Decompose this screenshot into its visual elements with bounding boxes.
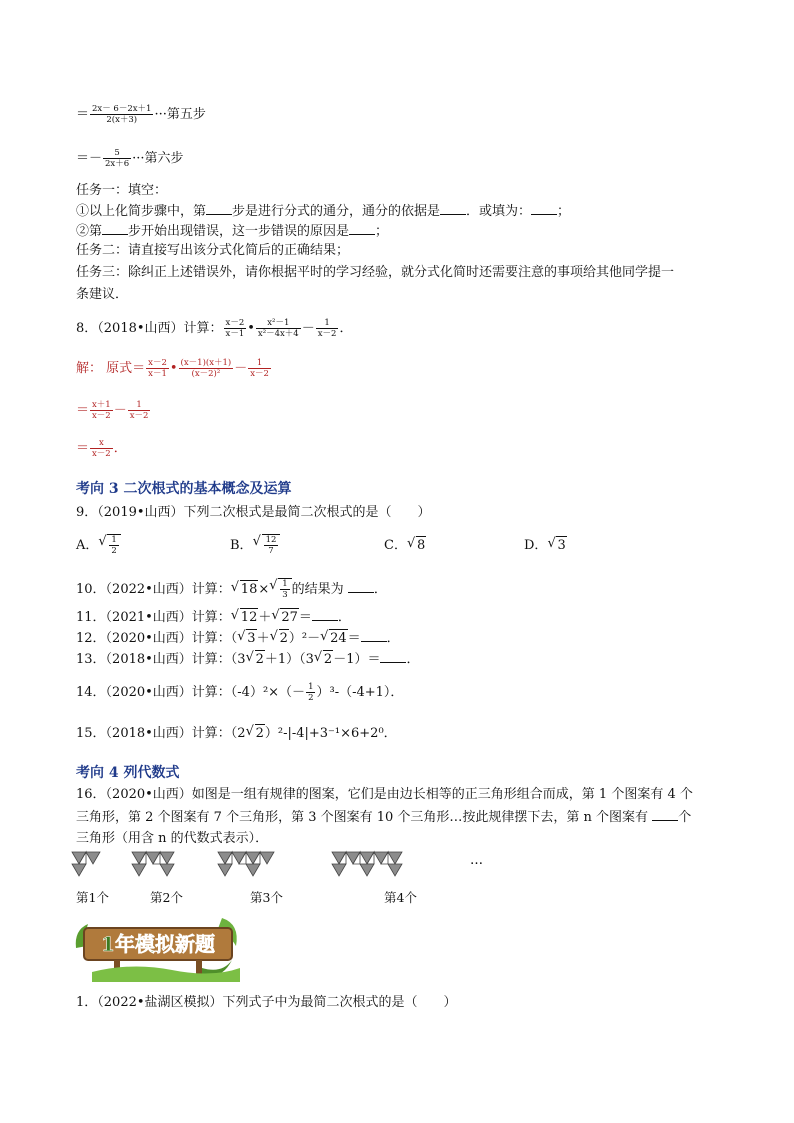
numerator: (x－1)(x＋1) <box>180 358 232 368</box>
sqrt <box>314 650 333 669</box>
minus: － <box>301 321 315 336</box>
plus: ＋ <box>258 610 272 625</box>
solution-8-line1 <box>76 358 272 379</box>
numerator: x－2 <box>148 358 167 368</box>
pattern-triangle <box>160 864 174 876</box>
radicand: 2 <box>255 726 264 741</box>
sqrt <box>407 536 426 555</box>
task1-a <box>76 202 570 221</box>
denominator: x－1 <box>148 369 167 379</box>
denominator: 2 <box>308 693 314 703</box>
question-9: 9．（2019•山西）下列二次根式是最简二次根式的是（ ） <box>76 505 431 520</box>
step6-line <box>76 148 184 169</box>
denominator: x－2 <box>317 329 337 339</box>
label: 12．（2020•山西）计算：（ <box>76 631 238 646</box>
pattern-groups <box>72 852 402 876</box>
minus: － <box>113 403 127 418</box>
sqrt <box>246 724 265 743</box>
denominator: x－1 <box>225 329 245 339</box>
label: 8．（2018•山西）计算： <box>76 321 223 336</box>
fraction <box>256 318 301 339</box>
text: 原式＝ <box>106 361 146 376</box>
blank <box>361 629 387 642</box>
text: ； <box>375 224 389 239</box>
equals: ＝ <box>76 403 90 418</box>
sqrt <box>271 608 299 627</box>
pattern-triangle <box>360 864 374 876</box>
question-8 <box>76 318 352 339</box>
numerator: x－2 <box>225 318 245 328</box>
sqrt <box>253 534 281 556</box>
fraction <box>90 438 113 459</box>
q16-line3: 三角形（用含 n 的代数式表示）． <box>76 831 269 846</box>
numerator: x²－1 <box>256 318 301 329</box>
denominator: (x－2)² <box>191 369 221 379</box>
equals: ＝ <box>298 610 312 625</box>
pattern-triangle <box>218 864 232 876</box>
caption-3: 第3个 <box>250 890 283 905</box>
pattern-triangle <box>72 864 86 876</box>
fraction <box>280 579 289 600</box>
radicand: 18 <box>240 582 258 597</box>
numerator: 5 <box>103 148 131 159</box>
pattern-triangle <box>132 864 146 876</box>
ellipsis: … <box>470 853 483 868</box>
pattern-triangle <box>246 864 260 876</box>
sqrt <box>269 578 291 600</box>
blank <box>348 580 374 593</box>
question-13 <box>76 650 419 669</box>
text: ； <box>557 204 571 219</box>
step6-fraction <box>103 148 131 169</box>
blank <box>531 202 557 215</box>
equals: ＝－ <box>76 151 103 166</box>
q9-option-c <box>384 536 426 555</box>
question-12 <box>76 629 400 648</box>
question-14 <box>76 682 403 703</box>
section-heading-3: 考向 3 二次根式的基本概念及运算 <box>76 481 292 497</box>
task1-b <box>76 222 388 241</box>
label: 10．（2022•山西）计算： <box>76 582 231 597</box>
equals: ＝ <box>76 441 90 456</box>
fraction <box>128 400 151 421</box>
fraction <box>90 400 113 421</box>
radicand: 3 <box>247 631 256 646</box>
task1-title: 任务一：填空： <box>76 183 168 198</box>
sqrt <box>231 580 259 599</box>
denominator: 3 <box>282 590 288 600</box>
end: ． <box>337 610 351 625</box>
fraction <box>306 682 315 703</box>
radicand: 3 <box>557 538 566 553</box>
fraction <box>248 358 271 379</box>
caption-1: 第1个 <box>76 890 109 905</box>
fraction <box>109 535 118 556</box>
label: 15．（2018•山西）计算：（2 <box>76 726 246 741</box>
fraction <box>179 358 234 379</box>
blank <box>440 202 466 215</box>
denominator: x－2 <box>92 411 111 421</box>
question-11 <box>76 608 351 627</box>
step5-fraction <box>90 104 153 125</box>
text: ）²－ <box>288 631 321 646</box>
numerator: √ 1 <box>111 535 117 545</box>
radicand: 8 <box>416 538 426 553</box>
text: 步开始出现错误，这一步错误的原因是 <box>128 224 350 239</box>
step-label: ···第六步 <box>132 151 184 166</box>
end: ． <box>386 631 400 646</box>
blank <box>380 650 406 663</box>
times: × <box>258 582 270 597</box>
numerator: 1 <box>316 318 339 329</box>
task3-line1: 任务三：除纠正上述错误外，请你根据平时的学习经验，就分式化简时还需要注意的事项给其他同学提一 <box>76 265 675 280</box>
banner-text: 1年模拟新题 <box>101 932 215 956</box>
numerator: √ 1 <box>282 579 288 589</box>
sqrt <box>237 629 256 648</box>
fraction <box>316 318 339 339</box>
numerator: 1 <box>248 358 271 369</box>
q9-option-b <box>230 534 280 556</box>
blank <box>312 608 338 621</box>
solution-label: 解： <box>76 361 103 376</box>
denominator: 2 <box>111 546 117 556</box>
question-15 <box>76 724 397 743</box>
caption-4: 第4个 <box>384 890 417 905</box>
numerator: √ 12 <box>265 535 277 545</box>
task2: 任务二：请直接写出该分式化简后的正确结果； <box>76 243 350 258</box>
question-10 <box>76 578 387 600</box>
caption-2: 第2个 <box>150 890 183 905</box>
dot: • <box>169 361 178 376</box>
denominator: x－2 <box>92 449 111 459</box>
sqrt <box>320 629 348 648</box>
pattern-triangle <box>86 852 100 864</box>
option-label: C． <box>384 538 407 553</box>
sqrt <box>270 629 289 648</box>
text: ．或填为： <box>466 204 532 219</box>
minus: － <box>234 361 248 376</box>
blank <box>652 808 678 821</box>
numerator: 1 <box>128 400 151 411</box>
end: ． <box>373 582 387 597</box>
numerator: x＋1 <box>92 400 111 410</box>
label: 14．（2020•山西）计算：（-4）²×（－ <box>76 685 306 700</box>
numerator: x <box>90 438 113 449</box>
radicand: 2 <box>323 652 333 667</box>
label: 11．（2021•山西）计算： <box>76 610 231 625</box>
text: 步是进行分式的通分，通分的依据是 <box>232 204 441 219</box>
q16-line1: 16．（2020•山西）如图是一组有规律的图案，它们是由边长相等的正三角形组合而成，第 1 个图案有 4 个 <box>76 787 693 802</box>
option-label: D． <box>524 538 548 553</box>
text: ）²-|-4|+3⁻¹×6+2⁰． <box>264 726 397 741</box>
task3-line2: 条建议． <box>76 287 129 302</box>
blank <box>206 202 232 215</box>
wooden-banner <box>72 910 244 982</box>
q9-option-a <box>76 534 121 556</box>
radicand: 24 <box>330 631 347 646</box>
pattern-triangle <box>388 864 402 876</box>
step-label: ···第五步 <box>154 107 206 122</box>
fraction <box>264 535 279 556</box>
text: ＋1）（3 <box>264 652 314 667</box>
denominator: 7 <box>268 546 274 556</box>
option-label: A． <box>76 538 99 553</box>
text: ①以上化简步骤中，第 <box>76 204 207 219</box>
pattern-triangle <box>260 852 274 864</box>
plus: ＋ <box>256 631 270 646</box>
text: ）³-（-4+1）． <box>316 685 404 700</box>
denominator: x－2 <box>129 411 149 421</box>
solution-8-line2 <box>76 400 151 421</box>
solution-8-line3 <box>76 438 127 459</box>
q9-option-d <box>524 536 567 555</box>
text: 三角形，第 2 个图案有 7 个三角形，第 3 个图案有 10 个三角形…按此规律摆下去，第 n 个图案有 <box>76 810 649 825</box>
numerator: 2x－ 6－2x＋1 <box>92 104 152 114</box>
triangle-pattern-figure <box>70 846 490 886</box>
denominator: 2(x＋3) <box>106 115 138 125</box>
pattern-triangle <box>332 864 346 876</box>
end: ． <box>113 441 127 456</box>
sqrt <box>246 650 265 669</box>
blank <box>349 222 375 235</box>
denominator: x²－4x＋4 <box>257 329 299 339</box>
radicand: 27 <box>281 610 298 625</box>
denominator: 2x＋6 <box>105 159 130 169</box>
radicand: 2 <box>279 631 288 646</box>
label: 13．（2018•山西）计算：（3 <box>76 652 246 667</box>
question-1: 1．（2022•盐湖区模拟）下列式子中为最简二次根式的是（ ） <box>76 995 457 1010</box>
sqrt <box>547 536 566 555</box>
text: 个 <box>678 810 692 825</box>
option-label: B． <box>230 538 253 553</box>
end: ． <box>339 321 353 336</box>
pattern-triangle <box>160 852 174 864</box>
fraction <box>146 358 169 379</box>
numerator: 1 <box>308 682 314 692</box>
sqrt <box>231 608 259 627</box>
equals: ＝ <box>76 107 90 122</box>
equals: ＝ <box>347 631 361 646</box>
section-heading-4: 考向 4 列代数式 <box>76 765 180 781</box>
grass <box>92 966 240 982</box>
q16-line2 <box>76 808 691 827</box>
text: ②第 <box>76 224 103 239</box>
pattern-triangle <box>388 852 402 864</box>
dot: • <box>247 321 255 336</box>
text: 的结果为 <box>291 582 344 597</box>
step5-line <box>76 104 206 125</box>
radicand: 12 <box>240 610 258 625</box>
denominator: x－2 <box>250 369 269 379</box>
end: ． <box>406 652 420 667</box>
sqrt <box>98 534 120 556</box>
text: －1）＝ <box>333 652 381 667</box>
fraction <box>224 318 247 339</box>
blank <box>102 222 128 235</box>
radicand: 2 <box>255 652 264 667</box>
